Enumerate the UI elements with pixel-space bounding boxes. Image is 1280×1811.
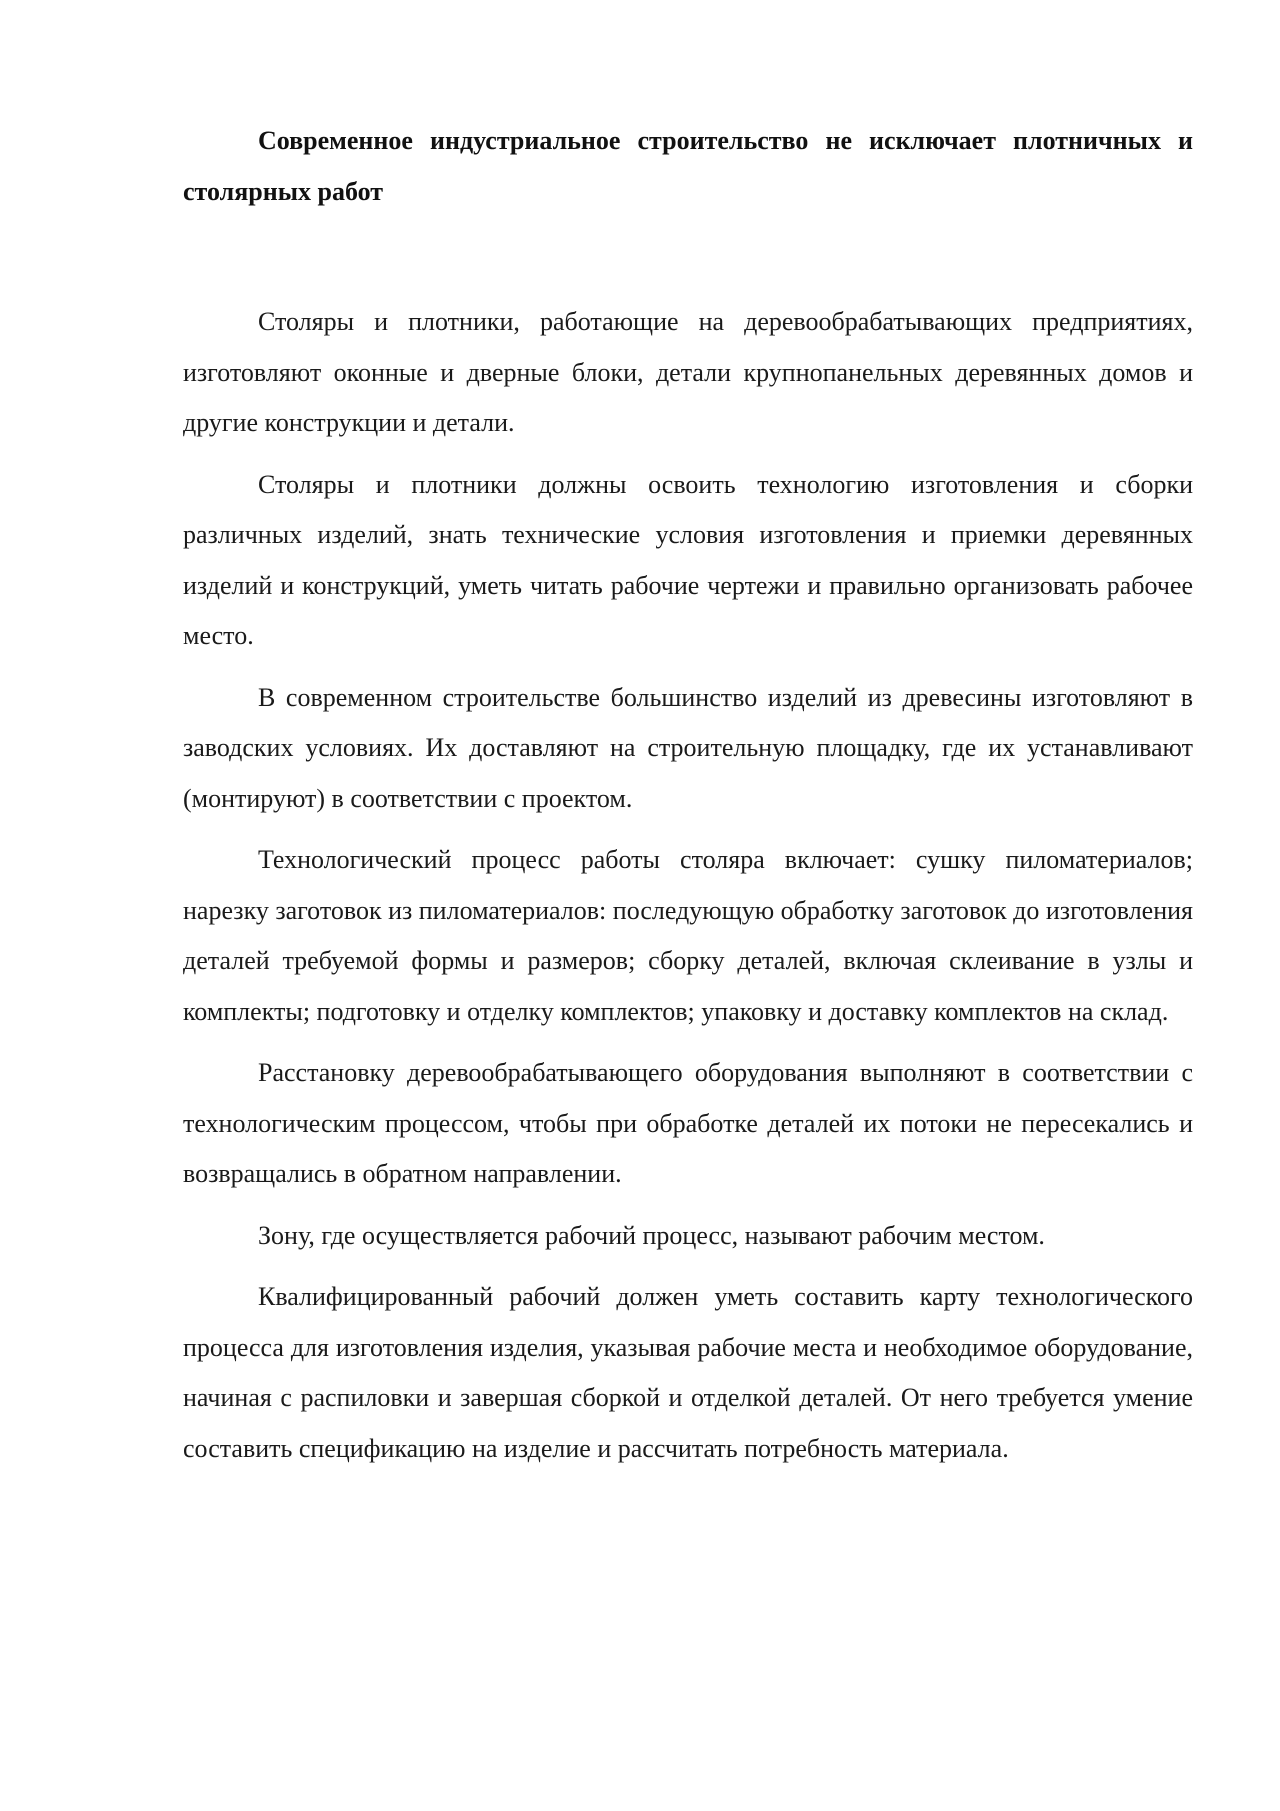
paragraph: Расстановку деревообрабатывающего оборудования выполняют в соответствии с технологическим процессом, чтобы при обработке деталей их потоки не пересекались и возвращались в обратном направлении. xyxy=(183,1058,1193,1188)
document-body xyxy=(183,116,1193,1485)
paragraph: Столяры и плотники должны освоить технологию изготовления и сборки различных изделий, знать технические условия изготовления и приемки деревянных изделий и конструкций, уметь читать рабочие чертежи и правильно организовать рабочее место. xyxy=(183,469,1193,650)
document-heading: Современное индустриальное строительство не исключает плотничных и столярных работ xyxy=(183,126,1193,206)
paragraph: Столяры и плотники, работающие на деревообрабатывающих предприятиях, изготовляют оконные и дверные блоки, детали крупнопанельных деревянных домов и другие конструкции и детали. xyxy=(183,307,1193,437)
paragraph: Квалифицированный рабочий должен уметь составить карту технологического процесса для изготовления изделия, указывая рабочие места и необходимое оборудование, начиная с распиловки и завершая сборкой и отделкой деталей. От него требуется умение составить спецификацию на изделие и рассчитать потребность материала. xyxy=(183,1282,1193,1463)
paragraph: Технологический процесс работы столяра включает: сушку пиломатериалов; нарезку заготовок из пиломатериалов: последующую обработку заготовок до изготовления деталей требуемой формы и размеров; сборку деталей, включая склеивание в узлы и комплекты; подготовку и отделку комплектов; упаковку и доставку комплектов на склад. xyxy=(183,845,1194,1026)
paragraph: Зону, где осуществляется рабочий процесс, называют рабочим местом. xyxy=(258,1220,1045,1250)
paragraph: В современном строительстве большинство изделий из древесины изготовляют в заводских условиях. Их доставляют на строительную площадку, где их устанавливают (монтируют) в соответствии с проектом. xyxy=(183,682,1193,813)
